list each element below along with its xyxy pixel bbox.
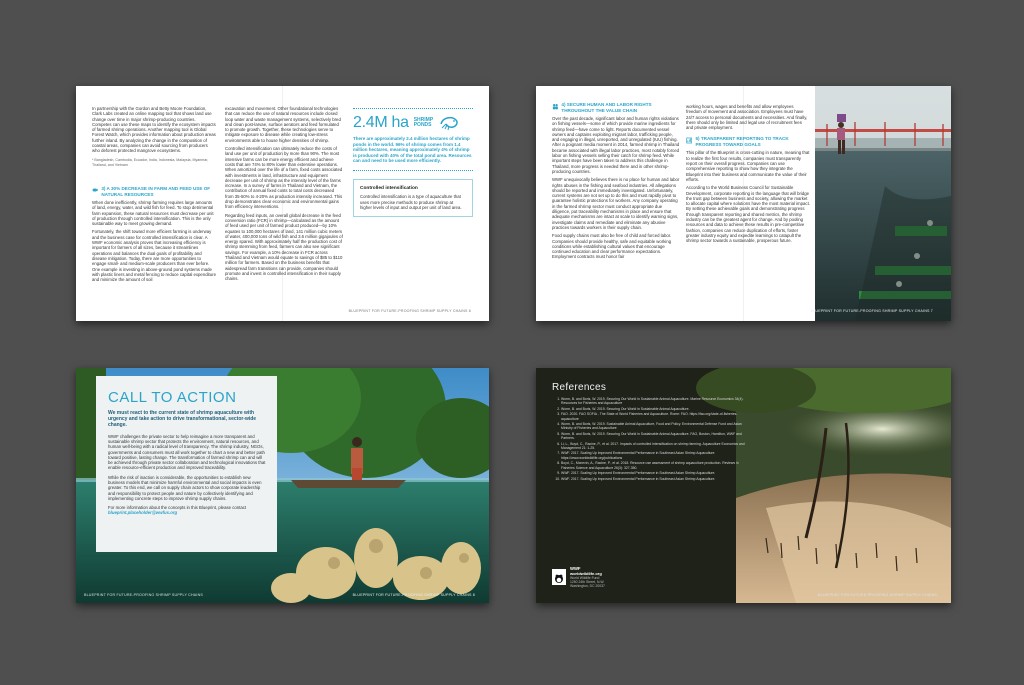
- page-footer: BLUEPRINT FOR FUTURE-PROOFING SHRIMP SUPPLY CHAINS: [818, 593, 937, 597]
- spread-resources: [76, 86, 489, 321]
- address-line: 1250 24th Street, N.W.: [570, 580, 605, 584]
- paragraph: Controlled intensification can ultimately reduce the costs of land use per unit of production by more than 90%. The most intensive farms can be more energy efficient and achieve costs that are 74% to 80% lower than extensive operations. When amortized over the life of a farm, fixed costs associated with investments in land, infrastructure and equipment decrease per unit of shrimp as the intensity level of the farms increase. In a survey of farms in Thailand and Vietnam, the contribution of annual fixed costs to total costs decreased from 35-50% to 4-20% as production intensity increased. This drop demonstrates clear economic and environmental gains from efficiency interventions.: [225, 146, 343, 210]
- reference-item: 8. Boyd, C., Mcnevin, A., Racine, P., et al. 2018. Resource use assessment of shrimp aquaculture production. Reviews in Fisheries Science and Aquaculture 26(3): 327-350.: [561, 461, 752, 470]
- paragraph: In partnership with the Gordon and Betty Moore Foundation, Clark Labs created an online mapping tool that shows land use change over time in major shrimp-producing countries. Competes can use these maps to identify the ecosystem impacts of farmed shrimp operations. Another mapping tool is Global Forest Watch, which provides information about production areas further inland. By analyzing the change in the composition of coastal areas, companies can avoid sourcing from producers who deforest protected mangrove ecosystems.: [92, 106, 216, 154]
- reference-item: 5. Worm, B. and Boris, W. 2019. Securing Our World in Sustainable Animal Aquaculture. FAO, Boston, Hamilton, WWF and Partners.: [561, 432, 752, 441]
- address-line: Washington, DC 20037: [570, 584, 605, 588]
- column-2: [686, 104, 810, 244]
- paragraph: WWF challenges the private sector to help reimagine a more transparent and sustainable shrimp sector that protects the environment, natural resources, and human well-being with a radical level of transparency. The shrimp industry, NGOs, governments and consumers must all work together to chart a new and better path toward positive, lasting change. The transformation of farmed shrimp can and will be achieved through private sector collaboration and technological innovations that enable resource-efficient production and improved traceability.: [108, 433, 266, 471]
- page-footer: BLUEPRINT FOR FUTURE-PROOFING SHRIMP SUPPLY CHAINS 7: [810, 309, 933, 313]
- spread-references: [536, 368, 951, 603]
- shrimp-farm-photo: [815, 86, 951, 321]
- spread-call-to-action: [76, 368, 489, 603]
- stat-number: 2.4M ha: [353, 114, 409, 131]
- column-1: [552, 102, 680, 260]
- paragraph: Over the past decade, significant labor and human rights violations on fishing vessels—some of which provide marine ingredients for shrimp feed—have come to light. Reports documented vessel owners and captains exploiting migrant labor, trafficking people, and engaging in illegal, unreported, and unregulated (IUU) fishing. After a poignant media moment in 2014, farmed shrimp in Thailand became associated with illegal labor practices, most notably forced labor on fishing vessels selling their catch for shrimp feed. While important steps have been taken to address this challenge in Thailand, more progress is needed there and in other shrimp-producing countries.: [552, 116, 680, 174]
- text-panel: [96, 376, 277, 552]
- wwf-url[interactable]: worldwildlife.org: [570, 571, 602, 576]
- reference-item: 7. WWF. 2017. Scaling Up Improved Environmental Performance in Southeast Asian Shrimp Aquaculture. https://www.worldwildlife.org/publications: [561, 451, 752, 460]
- stat-label: SHRIMP: [413, 116, 434, 123]
- references-column: [552, 382, 752, 482]
- reference-item: 4. Worm, B. and Boris, W. 2019. Sustainable Animal Aquaculture, Food and Policy. Environmental Defense Fund and Asian Ministry of Fisheries and Aquaculture: [561, 422, 752, 431]
- panda-icon: [553, 573, 565, 585]
- paragraph: WWF unequivocally believes there is no place for human and labor rights abuses in the fishing and seafood industries. All allegations should be reported and immediately investigated. Unfortunately, current systems are not set up to do this and must rapidly pivot to guarantee holistic protections for workers. Any company operating in the farmed shrimp sector must conduct appropriate due diligence, put traceability mechanisms in place and ensure that adequate mechanisms are intact at scale to identify warning signs, investigate claims and remediate and eliminate any abusive practices towards workers in their supply chain.: [552, 177, 680, 230]
- definition-box: [353, 179, 473, 217]
- paragraph: Food supply chains must also be free of child and forced labor. Companies should provide healthy, safe and equitable working conditions while establishing cultural values that encourage continued education and clear performance expectations. Employment contracts must honor fair: [552, 233, 672, 260]
- report-icon: [686, 136, 692, 145]
- reference-item: 10. WWF. 2017. Scaling Up Improved Environmental Performance in Southeast Asian Shrimp Aquaculture.: [561, 477, 752, 481]
- stat-label: PONDS: [413, 122, 432, 128]
- paragraph: working hours, wages and benefits and allow employees freedom of movement and association. Employees must have 24/7 access to personal documents and necessities. And finally, there should only be limited and legal use of recruitment fees and private employment.: [686, 104, 808, 131]
- section-heading: 5) TRANSPARENT REPORTING TO TRACK PROGRESS TOWARD GOALS: [695, 136, 789, 147]
- paragraph: When done inefficiently, shrimp farming requires large amounts of land, energy, water, and wild fish for feed. To stop detrimental farm expansion, these natural resources must decrease per unit of production through controlled intensification. This is the only sustainable way to meet growing demand.: [92, 200, 214, 227]
- paragraph: This pillar of the Blueprint is cross-cutting in nature, meaning that to realize the first four results, companies must transparently report on their overall progress. Companies can use comprehensive reporting to show how they integrate the Blueprint into their business and communicate the value of their efforts.: [686, 150, 810, 182]
- wwf-logo: [552, 569, 566, 585]
- references-list: [552, 397, 752, 481]
- section-3: [92, 186, 216, 282]
- wwf-logo-text: WWF: [570, 566, 581, 571]
- contact-prefix: For more information about the concepts in this Blueprint, please contact: [108, 505, 247, 511]
- column-2: [225, 106, 343, 282]
- spread-labor-rights: [536, 86, 951, 321]
- paragraph: According to the World Business Council for Sustainable Development, corporate reporting is the language that will bridge the trust gap between business and society, allowing the market to allocate capital where solutions have the most material impact. By setting these achievable goals and demonstrating progress through transparent reporting and shared metrics, the shrimp industry can be the greatest agent for change. And by pooling resources and data to achieve these results in pre-competitive fashion, companies can reduce duplication of efforts, foster greater industry equity and expedite learnings to catapult the shrimp sector towards a sustainable, prosperous future.: [686, 185, 810, 244]
- contact-email-link[interactable]: blueprint.placeholder@wwfus.org: [108, 510, 178, 516]
- paragraph: excavation and movement. Other foundational technologies that can reduce the use of natural resources include closed loop water and waste management systems, selectively bred and clean post-larvae, surface aerators and feed formulated to promote growth. Together, these technologies serve to mitigate exposure to disease while creating low-stress environments able to house higher densities of shrimp.: [225, 106, 341, 143]
- footnote: * Bangladesh, Cambodia, Ecuador, India, Indonesia, Malaysia, Myanmar, Thailand, and Vietnam: [92, 157, 209, 167]
- reference-item: 2. Worm, B. and Boris, W. 2019. Securing Our World in Sustainable Animal Aquaculture.: [561, 407, 752, 411]
- section-heading: 3) A 30% DECREASE IN FARM AND FEED USE OF NATURAL RESOURCES: [101, 186, 211, 197]
- definition-text: Controlled intensification is a type of aquaculture that uses more precise methods to produce shrimp at higher levels of input and output per unit of land area.: [360, 194, 462, 210]
- definition-title: Controlled intensification: [360, 185, 418, 191]
- stat-callout: [353, 108, 473, 217]
- references-title: References: [552, 382, 607, 393]
- fish-icon: [92, 186, 98, 194]
- paragraph: Regarding feed inputs, an overall global decrease in the feed conversion ratio (FCR) in shrimp—calculated as the amount of feed used per unit of farmed product produced—by 10% equates to 100,000 hectares of land, 141 million cubic meters of water, 400,000 tons of wild fish and 3.6 million gigajoules of energy spared. With approximately half the production cost of shrimp stemming from feed, farmers can also see significant savings. For example, a 10% decrease in FCR across Thailand and Vietnam would equate to savings of $85 to $110 million for farmers. Based on the business benefits that widespread farm transitions can provide, companies should promote and invest in controlled intensification in their supply chains.: [225, 212, 343, 282]
- people-icon: [552, 102, 558, 111]
- reference-item: 1. Worm, B. and Boris, W. 2019. Securing Our World in Sustainable Animal Aquaculture. Marine Resource Economics 34(4). Resources for Fisheries and Aquaculture: [561, 397, 752, 406]
- page-title: CALL TO ACTION: [108, 389, 237, 406]
- shrimp-icon: [438, 115, 460, 131]
- wwf-contact: [552, 566, 605, 588]
- page-footer-right: BLUEPRINT FOR FUTURE-PROOFING SHRIMP SUPPLY CHAINS 8: [352, 593, 475, 597]
- reference-item: 6. Li, L., Boyd, C., Racine, P., et al. 2017. Impacts of controlled intensification on shrimp farming. Aquaculture Economics and Management 21: 1-25.: [561, 442, 752, 451]
- paragraph: While the risk of inaction is considerable, the opportunities to establish new business models that minimize harmful environmental and social impacts is even greater. To this end, we call on supply chain actors to show corporate leadership and responsibility to protect people and nature by collectively identifying and implementing concrete steps to improve shrimp supply chains.: [108, 474, 262, 501]
- address-line: World Wildlife Fund: [570, 576, 600, 580]
- paragraph: Fortunately, the shift toward more efficient farming is underway and the business case for controlled intensification is clear. A WWF economic analysis proves that increasing efficiency is important for farmers of all sizes, because it streamlines operations and balances the dual goals of profitability and disease mitigation. Today, there are more opportunities to engage small- and medium-scale producers than ever before. One example is investing in above-ground pond systems made with plastic liners and metal fencing to reduce capital expenditure and minimize the amount of soil: [92, 229, 216, 283]
- contact-paragraph: [108, 505, 268, 516]
- reference-item: 9. WWF. 2017. Scaling Up Improved Environmental Performance in Southeast Asian Shrimp Aquaculture.: [561, 471, 752, 475]
- page-footer: BLUEPRINT FOR FUTURE-PROOFING SHRIMP SUPPLY CHAINS 6: [348, 309, 471, 313]
- lead-text: We must react to the current state of shrimp aquaculture with urgency and take action to drive transformational, sector-wide change.: [108, 410, 257, 429]
- section-heading: 4) SECURE HUMAN AND LABOR RIGHTS THROUGHOUT THE VALUE CHAIN: [561, 102, 652, 113]
- reference-item: 3. FAO. 2020. FAO SOFIA - The State of World Fisheries and Aquaculture. Rome: FAO. https://fao.org/state-of-fisheries-aquaculture: [561, 412, 752, 421]
- column-1: [92, 106, 216, 168]
- page-footer-left: BLUEPRINT FOR FUTURE-PROOFING SHRIMP SUPPLY CHAINS: [84, 593, 203, 597]
- stat-text: There are approximately 2.4 million hectares of shrimp ponds in the world. 96% of shrimp comes from 1.4 million hectares, meaning approximately 4% of shrimp is produced with 40% of the total pond area. Resources can and need to be used more efficiently.: [353, 136, 472, 164]
